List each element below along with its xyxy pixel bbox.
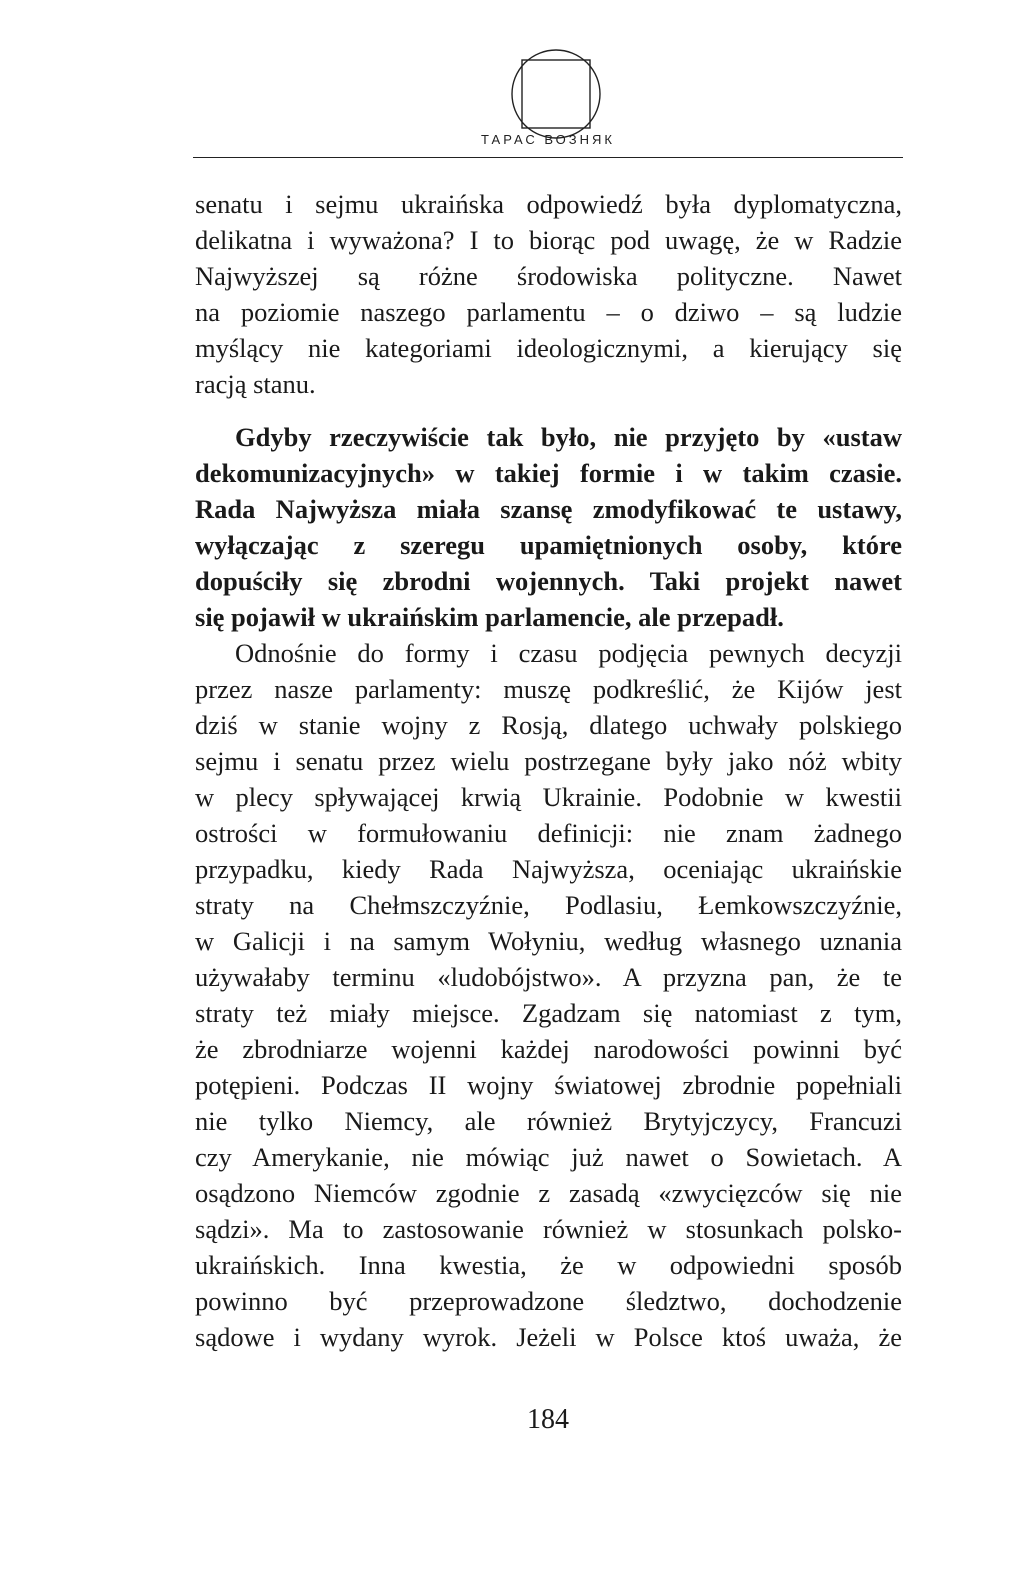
text-line: używałaby terminu «ludobójstwo». A przyzna pan, że te bbox=[195, 962, 902, 992]
text-line: dziś w stanie wojny z Rosją, dlatego uchwały polskiego bbox=[195, 710, 902, 740]
text-line: czy Amerykanie, nie mówiąc już nawet o Sowietach. A bbox=[195, 1142, 902, 1172]
page-number: 184 bbox=[527, 1404, 569, 1435]
text-line: sejmu i senatu przez wielu postrzegane były jako nóż wbity bbox=[195, 746, 902, 776]
text-line: Gdyby rzeczywiście tak było, nie przyjęto by «ustaw bbox=[235, 422, 902, 452]
text-line: Odnośnie do formy i czasu podjęcia pewnych decyzji bbox=[235, 638, 902, 668]
text-line: że zbrodniarze wojenni każdej narodowości powinni być bbox=[195, 1034, 902, 1064]
header-rule bbox=[193, 157, 903, 158]
text-line: ukraińskich. Inna kwestia, że w odpowiedni sposób bbox=[195, 1250, 902, 1280]
text-line: w Galicji i na samym Wołyniu, według własnego uznania bbox=[195, 926, 902, 956]
text-line: wyłączając z szeregu upamiętnionych osoby, które bbox=[195, 530, 902, 560]
text-line: osądzono Niemców zgodnie z zasadą «zwycięzców się nie bbox=[195, 1178, 902, 1208]
text-line: się pojawił w ukraińskim parlamencie, ale przepadł. bbox=[195, 602, 784, 632]
paragraph bbox=[195, 186, 902, 402]
body-text bbox=[195, 186, 902, 1355]
text-line: myślący nie kategoriami ideologicznymi, a kierujący się bbox=[195, 333, 902, 363]
publisher-logo-icon bbox=[509, 47, 603, 141]
paragraph bbox=[195, 419, 902, 635]
text-line: dekomunizacyjnych» w takiej formie i w takim czasie. bbox=[195, 458, 902, 488]
paragraph bbox=[195, 635, 902, 1355]
text-line: Najwyższej są różne środowiska polityczne. Nawet bbox=[195, 261, 902, 291]
text-line: racją stanu. bbox=[195, 369, 316, 399]
text-line: ostrości w formułowaniu definicji: nie znam żadnego bbox=[195, 818, 902, 848]
text-line: senatu i sejmu ukraińska odpowiedź była dyplomatyczna, bbox=[195, 189, 902, 219]
paragraph-gap bbox=[195, 402, 902, 419]
text-line: powinno być przeprowadzone śledztwo, dochodzenie bbox=[195, 1286, 902, 1316]
text-line: sądowe i wydany wyrok. Jeżeli w Polsce ktoś uważa, że bbox=[195, 1322, 902, 1352]
text-line: przypadku, kiedy Rada Najwyższa, oceniając ukraińskie bbox=[195, 854, 902, 884]
text-line: Rada Najwyższa miała szansę zmodyfikować te ustawy, bbox=[195, 494, 902, 524]
text-line: w plecy spływającej krwią Ukrainie. Podobnie w kwestii bbox=[195, 782, 902, 812]
text-line: nie tylko Niemcy, ale również Brytyjczycy, Francuzi bbox=[195, 1106, 902, 1136]
text-line: delikatna i wyważona? I to biorąc pod uwagę, że w Radzie bbox=[195, 225, 902, 255]
text-line: potępieni. Podczas II wojny światowej zbrodnie popełniali bbox=[195, 1070, 902, 1100]
running-header-title: ТАРАС ВОЗНЯК bbox=[481, 132, 615, 147]
text-line: straty też miały miejsce. Zgadzam się natomiast z tym, bbox=[195, 998, 902, 1028]
text-line: na poziomie naszego parlamentu – o dziwo – są ludzie bbox=[195, 297, 902, 327]
text-line: straty na Chełmszczyźnie, Podlasiu, Łemkowszczyźnie, bbox=[195, 890, 902, 920]
text-line: przez nasze parlamenty: muszę podkreślić, że Kijów jest bbox=[195, 674, 902, 704]
text-line: dopuściły się zbrodni wojennych. Taki projekt nawet bbox=[195, 566, 902, 596]
text-line: sądzi». Ma to zastosowanie również w stosunkach polsko- bbox=[195, 1214, 902, 1244]
